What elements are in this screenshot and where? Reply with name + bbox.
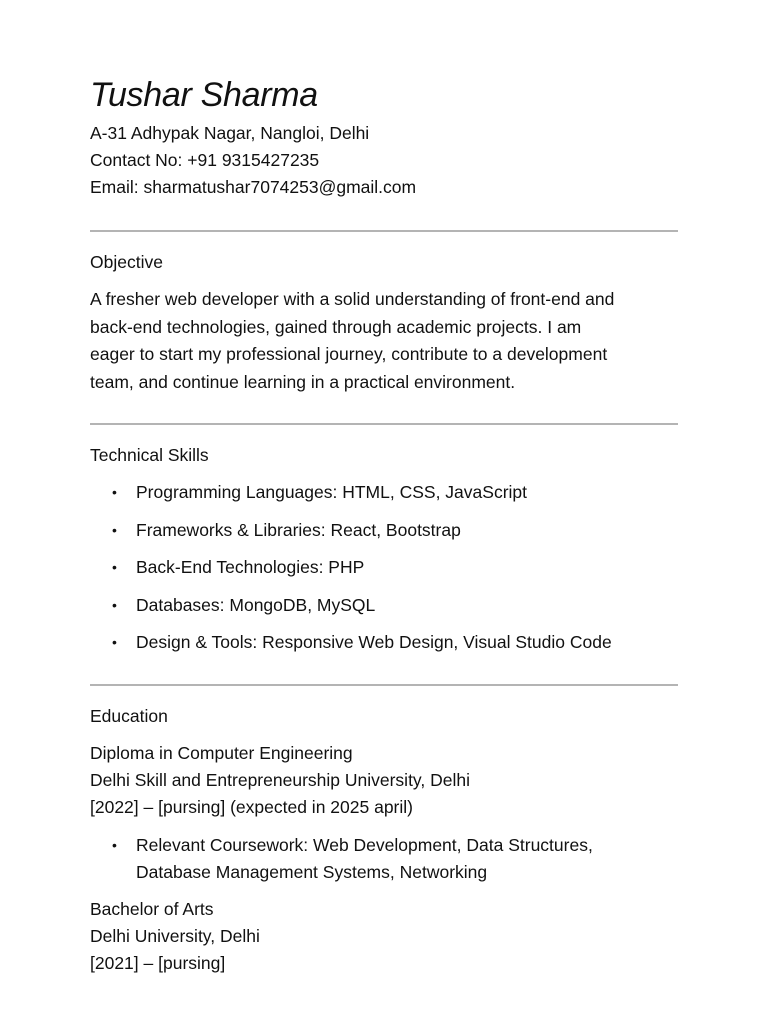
objective-line: eager to start my professional journey, contribute to a development <box>90 344 608 364</box>
objective-line: A fresher web developer with a solid understanding of front-end and <box>90 289 615 309</box>
bullet-icon: • <box>112 837 117 853</box>
bachelor-entry <box>90 896 678 977</box>
bullet-icon: • <box>112 559 117 575</box>
skill-text: Frameworks & Libraries: React, Bootstrap <box>136 519 461 540</box>
skill-text: Back-End Technologies: PHP <box>136 557 365 577</box>
diploma-dates: [2022] – [pursing] (expected in 2025 april) <box>90 797 413 817</box>
coursework-item <box>90 832 678 886</box>
objective-heading: Objective <box>90 252 163 272</box>
contact-block <box>90 120 678 201</box>
skills-section <box>90 442 678 656</box>
bullet-icon: • <box>112 521 117 538</box>
divider-2 <box>90 423 678 425</box>
resume-page <box>90 74 678 977</box>
objective-section <box>90 249 678 396</box>
skill-item <box>90 554 678 581</box>
skills-list <box>90 479 678 656</box>
email-line: Email: sharmatushar7074253@gmail.com <box>90 177 417 197</box>
bullet-icon: • <box>112 596 117 613</box>
skill-item <box>90 479 678 506</box>
coursework-list <box>90 832 678 886</box>
skill-text: Databases: MongoDB, MySQL <box>136 594 376 615</box>
diploma-entry <box>90 740 678 886</box>
objective-line: team, and continue learning in a practical environment. <box>90 371 516 392</box>
skill-item <box>90 517 678 544</box>
bachelor-institution: Delhi University, Delhi <box>90 926 260 946</box>
bullet-icon: • <box>112 484 117 500</box>
address-line: A-31 Adhypak Nagar, Nangloi, Delhi <box>90 123 370 143</box>
diploma-institution: Delhi Skill and Entrepreneurship University, Delhi <box>90 770 470 790</box>
objective-line: back-end technologies, gained through academic projects. I am <box>90 316 582 337</box>
phone-line: Contact No: +91 9315427235 <box>90 150 320 170</box>
bullet-icon: • <box>112 634 117 650</box>
diploma-title: Diploma in Computer Engineering <box>90 743 353 763</box>
skills-heading: Technical Skills <box>90 445 209 465</box>
skill-item <box>90 592 678 619</box>
education-section <box>90 703 678 977</box>
skill-text: Programming Languages: HTML, CSS, JavaScript <box>136 482 527 502</box>
bachelor-dates: [2021] – [pursing] <box>90 953 226 973</box>
objective-paragraph <box>90 286 678 396</box>
coursework-line: Relevant Coursework: Web Development, Data Structures, <box>136 835 593 855</box>
candidate-name: Tushar Sharma <box>90 76 318 114</box>
skill-text: Design & Tools: Responsive Web Design, Visual Studio Code <box>136 632 612 652</box>
skill-item <box>90 629 678 656</box>
divider-3 <box>90 684 678 686</box>
header-section <box>90 74 678 201</box>
education-heading: Education <box>90 706 168 726</box>
coursework-line: Database Management Systems, Networking <box>136 862 488 882</box>
bachelor-title: Bachelor of Arts <box>90 899 214 919</box>
divider-1 <box>90 230 678 232</box>
